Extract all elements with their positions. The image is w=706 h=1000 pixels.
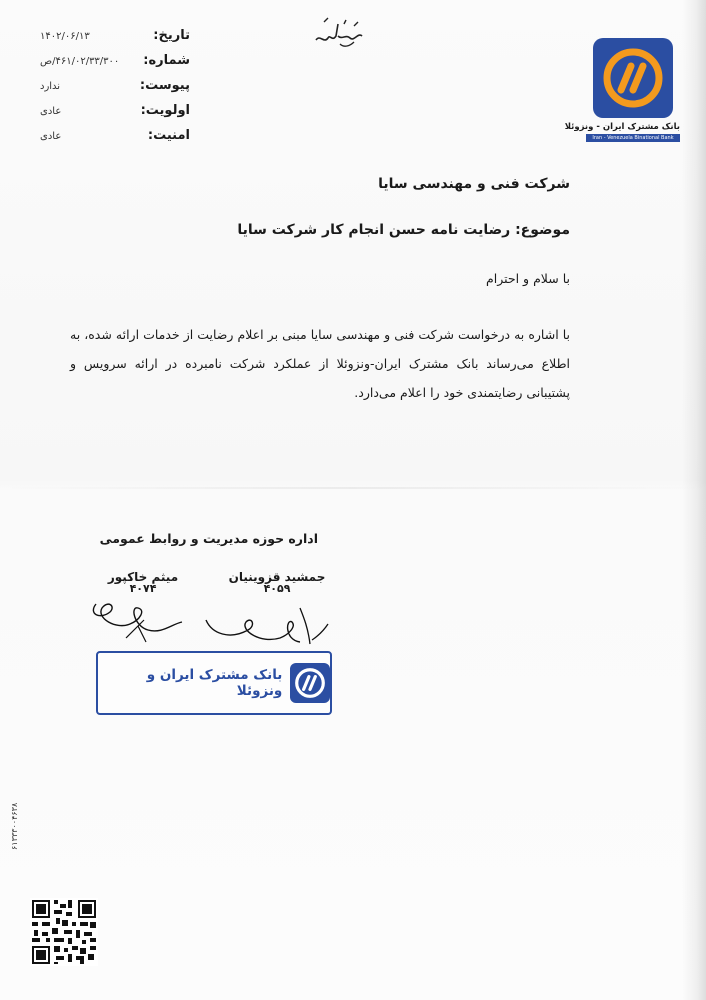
date-label: تاریخ: xyxy=(153,28,190,43)
letter-body: با اشاره به درخواست شرکت فنی و مهندسی سایا مبنی بر اعلام رضایت از خدمات ارائه شده، به اطلاع می‌رساند بانک مشترک ایران-ونزوئلا از عملکرد شرکت نامبرده در ارائه سرویس و پشتیبانی رضایتمندی خود را اعلام می‌دارد. xyxy=(70,327,570,400)
signer-left-name: میثم خاکپور xyxy=(107,570,179,584)
bank-stamp xyxy=(96,651,332,715)
attachment-label: پیوست: xyxy=(139,78,190,93)
meta-priority-row xyxy=(40,103,190,128)
basmala-calligraphy xyxy=(310,14,370,50)
stamp-text: بانک مشترک ایران و ونزوئلا xyxy=(146,667,283,699)
department-title: اداره حوزه مدیریت و روابط عمومی xyxy=(99,531,318,546)
signer-right-name: جمشید قزوینیان xyxy=(228,570,326,584)
recipient: شرکت فنی و مهندسی سایا xyxy=(378,176,570,192)
signer-right-code: ۴۰۵۹ xyxy=(263,582,291,595)
bank-name-en: Iran - Venezuela Binational Bank xyxy=(586,134,680,142)
security-label: امنیت: xyxy=(147,128,190,143)
security-value: عادی xyxy=(40,131,62,142)
number-value: ۴۶۱/۰۲/۳۳/۳۰۰/ص xyxy=(40,56,120,67)
handwritten-signature-left xyxy=(86,590,196,650)
signer-left-code: ۴۰۷۴ xyxy=(129,582,157,595)
meta-number-row xyxy=(40,53,190,78)
signer-right xyxy=(222,570,332,595)
bank-logo-mark xyxy=(593,38,673,118)
paper-fold xyxy=(0,487,706,489)
letter-meta xyxy=(40,28,190,153)
meta-security-row xyxy=(40,128,190,153)
qr-code xyxy=(30,898,98,966)
bank-logo xyxy=(564,38,680,150)
paper-edge-shadow xyxy=(682,0,706,1000)
side-reference-code: ۶۱۳۳۳۰۰۴۶۳۸ xyxy=(10,802,19,850)
number-label: شماره: xyxy=(143,53,190,68)
greeting: با سلام و احترام xyxy=(486,271,570,286)
date-value: ۱۴۰۲/۰۶/۱۳ xyxy=(40,31,90,42)
bank-name-fa: بانک مشترک ایران - ونزوئلا xyxy=(564,122,680,132)
priority-label: اولویت: xyxy=(140,103,190,118)
stamp-logo xyxy=(290,663,330,703)
bank-emblem-icon xyxy=(601,46,665,110)
subject: موضوع: رضایت نامه حسن انجام کار شرکت سایا xyxy=(237,222,570,238)
meta-attachment-row xyxy=(40,78,190,103)
attachment-value: ندارد xyxy=(40,81,61,92)
meta-date-row xyxy=(40,28,190,53)
priority-value: عادی xyxy=(40,106,62,117)
stamp-emblem-icon xyxy=(293,666,327,700)
